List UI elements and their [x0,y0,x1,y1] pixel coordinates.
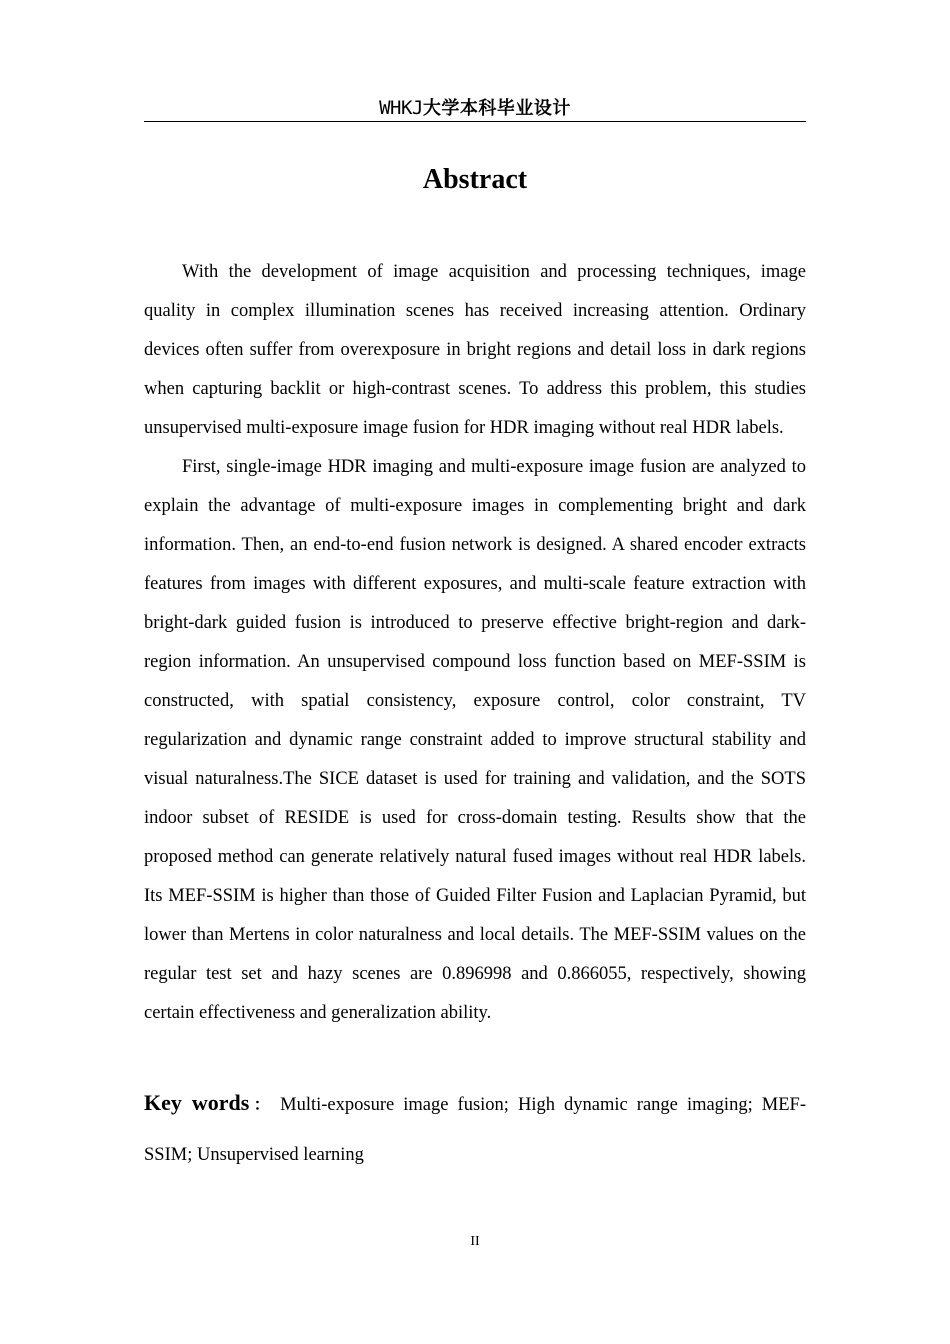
abstract-paragraph-2: First, single-image HDR imaging and multi-exposure image fusion are analyzed to explain the advantage of multi-exposure images in complementing bright and dark information. Then, an end-to-end fusion network is designed. A shared encoder extracts features from images with different exposures, and multi-scale feature extraction with bright-dark guided fusion is introduced to preserve effective bright-region and dark-region information. An unsupervised compound loss function based on MEF-SSIM is constructed, with spatial consistency, exposure control, color constraint, TV regularization and dynamic range constraint added to improve structural stability and visual naturalness.The SICE dataset is used for training and validation, and the SOTS indoor subset of RESIDE is used for cross-domain testing. Results show that the proposed method can generate relatively natural fused images without real HDR labels. Its MEF-SSIM is higher than those of Guided Filter Fusion and Laplacian Pyramid, but lower than Mertens in color naturalness and local details. The MEF-SSIM values on the regular test set and hazy scenes are 0.896998 and 0.866055, respectively, showing certain effectiveness and generalization ability. [144,457,806,1023]
keywords-colon: ： [249,1095,275,1114]
header-rule [144,121,806,122]
keywords-text: Multi-exposure image fusion; High dynamic range imaging; MEF-SSIM; Unsupervised learning [144,1095,806,1165]
page-number: II [470,1234,480,1249]
header-cjk-text: 大学本科毕业设计 [422,98,571,119]
keywords-label: Key words [144,1090,250,1115]
abstract-body [144,253,806,1033]
page-title: Abstract [422,164,528,195]
header-latin-text: WHKJ [379,97,423,119]
running-header [144,93,806,123]
keywords-block [144,1078,806,1180]
abstract-paragraph-1: With the development of image acquisition and processing techniques, image quality in complex illumination scenes has received increasing attention. Ordinary devices often suffer from overexposure in bright regions and detail loss in dark regions when capturing backlit or high-contrast scenes. To address this problem, this studies unsupervised multi-exposure image fusion for HDR imaging without real HDR labels. [144,262,806,438]
